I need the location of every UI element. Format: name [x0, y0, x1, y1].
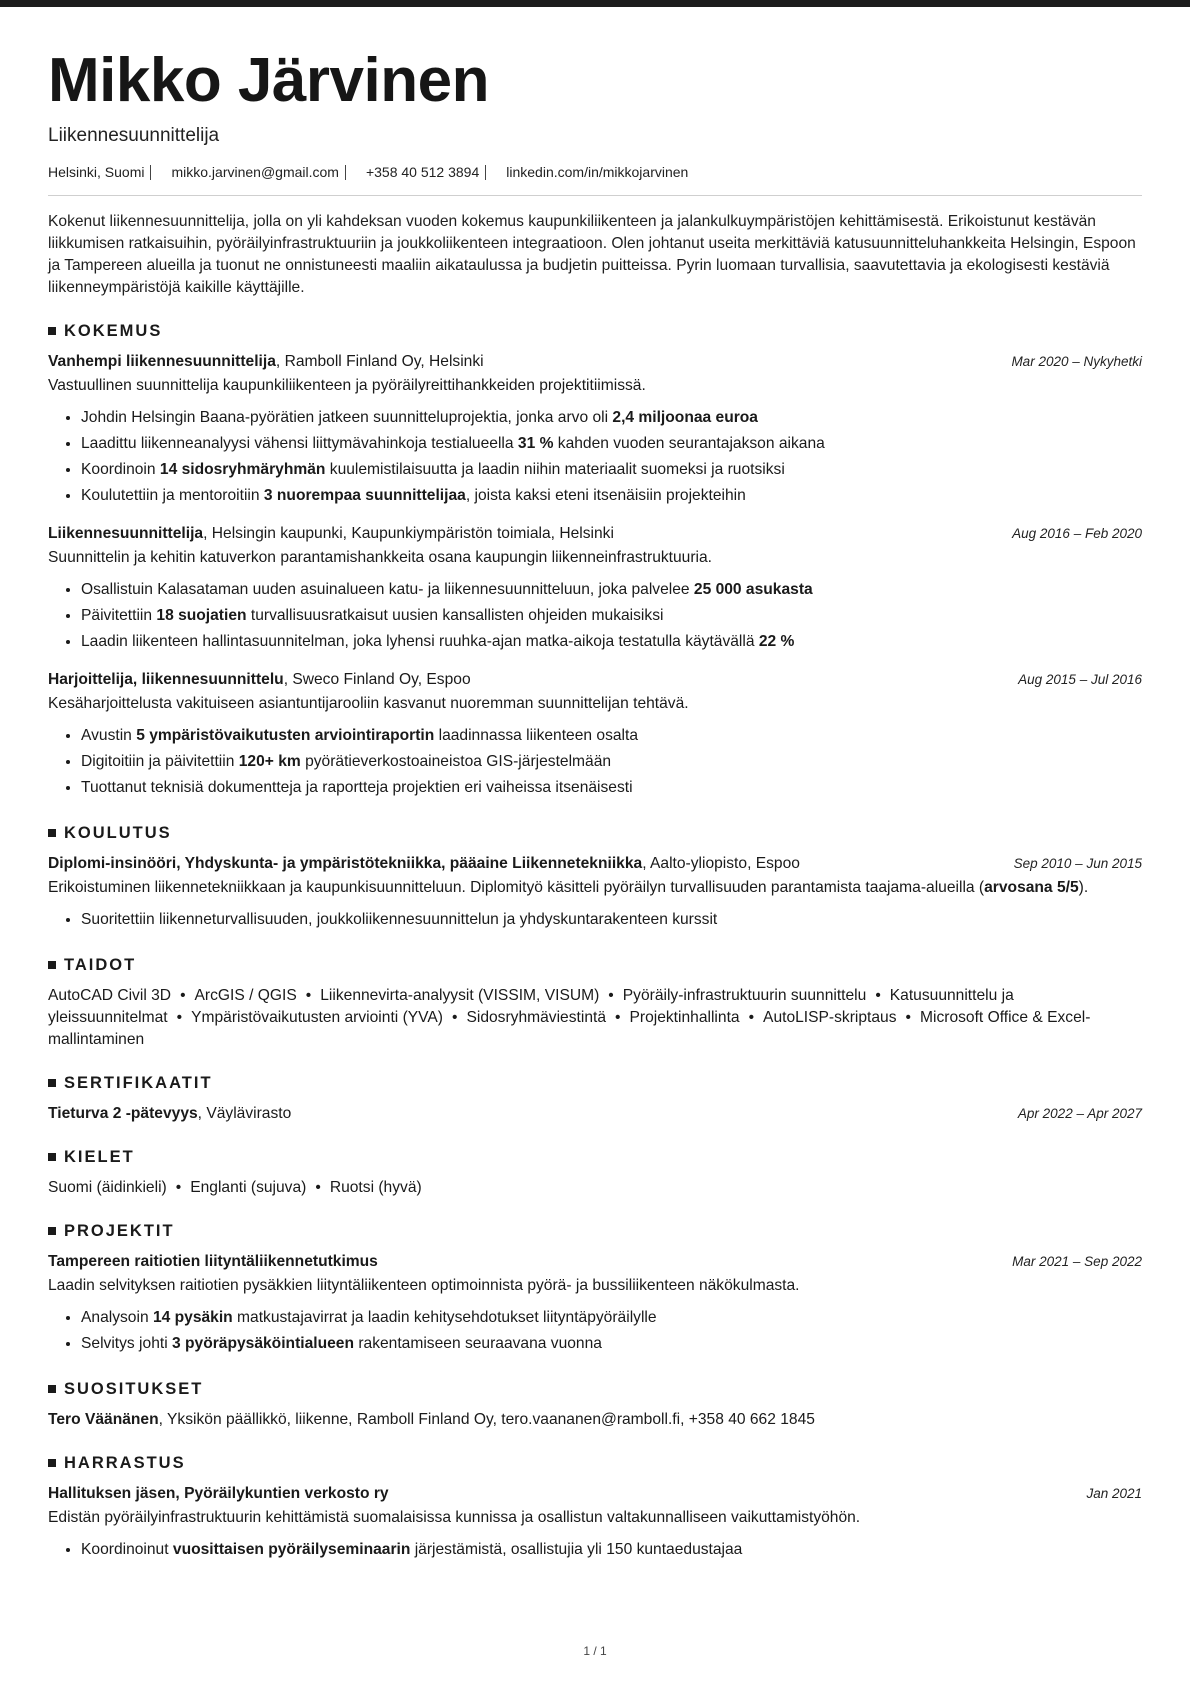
entry-date: Jan 2021: [1086, 1486, 1142, 1501]
experience-entry: [48, 351, 1142, 509]
entry-role: Vanhempi liikennesuunnittelija: [48, 353, 276, 370]
square-bullet-icon: [48, 961, 56, 969]
skill-item: AutoLISP-skriptaus: [763, 1009, 897, 1026]
entry-header: [48, 351, 1142, 373]
project-entry: [48, 1251, 1142, 1357]
entry-description: Erikoistuminen liikennetekniikkaan ja kaupunkisuunnitteluun. Diplomityö käsitteli pyöräilyn turvallisuuden parantamista taajama-alueilla (arvosana 5/5).: [48, 879, 1089, 896]
section-skills: [48, 955, 1142, 1051]
square-bullet-icon: [48, 829, 56, 837]
skills-list: AutoCAD Civil 3D • ArcGIS / QGIS • Liikennevirta-analyysit (VISSIM, VISUM) • Pyöräily-infrastruktuurin suunnittelu • Katusuunnittelu ja yleissuunnitelmat • Ympäristövaikutusten arviointi (YVA) • Sidosryhmäviestintä • Projektinhallinta • AutoLISP-skriptaus • Microsoft Office & Excel-mallintaminen: [48, 987, 1091, 1048]
list-item: • Tuottanut teknisiä dokumentteja ja raportteja projektien eri vaiheissa itsenäisesti: [81, 775, 1142, 801]
section-heading: [48, 1453, 1142, 1473]
entry-org: , Sweco Finland Oy, Espoo: [283, 671, 471, 688]
entry-description: Laadin selvityksen raitiotien pysäkkien liityntäliikenteen optimoinnista pyörä- ja bussiliikenteen näkökulmasta.: [48, 1277, 800, 1294]
entry-header: [48, 1483, 1142, 1505]
square-bullet-icon: [48, 1459, 56, 1467]
section-heading-label: KIELET: [64, 1148, 135, 1166]
entry-description: Suunnittelin ja kehitin katuverkon parantamishankkeita osana kaupungin liikenneinfrastruktuuria.: [48, 549, 713, 566]
section-heading: [48, 1221, 1142, 1241]
entry-date: Mar 2021 – Sep 2022: [1012, 1254, 1142, 1269]
list-item: • Analysoin 14 pysäkin matkustajavirrat ja laadin kehitysehdotukset liityntäpyöräilylle: [81, 1305, 1142, 1331]
entry-role: Liikennesuunnittelija: [48, 525, 204, 542]
section-heading: [48, 955, 1142, 975]
entry-bullets: [48, 1537, 1142, 1563]
section-heading: [48, 321, 1142, 341]
square-bullet-icon: [48, 1079, 56, 1087]
section-education: [48, 823, 1142, 933]
contact-email[interactable]: mikko.jarvinen@gmail.com: [171, 164, 339, 180]
contact-separator: [345, 165, 346, 180]
skill-item: Projektinhallinta: [629, 1009, 740, 1026]
contact-line: [48, 163, 1142, 181]
square-bullet-icon: [48, 1227, 56, 1235]
entry-bullets: [48, 723, 1142, 801]
skill-item: Katusuunnittelu ja yleissuunnitelmat: [48, 987, 1014, 1026]
list-item: • Selvitys johti 3 pyöräpysäköintialueen rakentamiseen seuraavana vuonna: [81, 1331, 1142, 1357]
certificate-entry: [48, 1103, 1142, 1125]
entry-date: Mar 2020 – Nykyhetki: [1011, 354, 1142, 369]
top-border-bar: [0, 0, 1190, 7]
entry-description: Edistän pyöräilyinfrastruktuurin kehittämistä suomalaisissa kunnissa ja osallistun valtakunnalliseen vaikuttamistyöhön.: [48, 1509, 861, 1526]
section-heading-label: HARRASTUS: [64, 1454, 186, 1472]
square-bullet-icon: [48, 1153, 56, 1161]
list-item: • Koordinoin 14 sidosryhmäryhmän kuulemistilaisuutta ja laadin niihin materiaalit suomeksi ja ruotsiksi: [81, 457, 1142, 483]
section-references: [48, 1379, 1142, 1431]
hobby-entry: [48, 1483, 1142, 1563]
section-heading: [48, 1147, 1142, 1167]
square-bullet-icon: [48, 327, 56, 335]
language-item: Englanti (sujuva): [190, 1179, 307, 1196]
skill-item: AutoCAD Civil 3D: [48, 987, 172, 1004]
entry-date: Aug 2016 – Feb 2020: [1012, 526, 1142, 541]
certificate-name: Tieturva 2 -pätevyys: [48, 1105, 198, 1122]
entry-description: Vastuullinen suunnittelija kaupunkiliikenteen ja pyöräilyreittihankkeiden projektitiimissä.: [48, 377, 646, 394]
page-number: 1 / 1: [583, 1644, 607, 1658]
section-languages: [48, 1147, 1142, 1199]
section-projects: [48, 1221, 1142, 1357]
list-item: • Päivitettiin 18 suojatien turvallisuusratkaisut uusien kansallisten ohjeiden mukaisiksi: [81, 603, 1142, 629]
contact-separator: [485, 165, 486, 180]
entry-header: [48, 1251, 1142, 1273]
list-item: • Osallistuin Kalasataman uuden asuinalueen katu- ja liikennesuunnitteluun, joka palvelee 25 000 asukasta: [81, 577, 1142, 603]
reference-entry: [48, 1409, 1142, 1431]
list-item: • Laadittu liikenneanalyysi vähensi liittymävahinkoja testialueella 31 % kahden vuoden seurantajakson aikana: [81, 431, 1142, 457]
entry-description: Kesäharjoittelusta vakituiseen asiantuntijarooliin kasvanut nuoremman suunnittelijan tehtävä.: [48, 695, 689, 712]
list-item: • Avustin 5 ympäristövaikutusten arviointiraportin laadinnassa liikenteen osalta: [81, 723, 1142, 749]
entry-org: , Ramboll Finland Oy, Helsinki: [275, 353, 484, 370]
entry-role: Harjoittelija, liikennesuunnittelu: [48, 671, 284, 688]
section-heading-label: KOKEMUS: [64, 322, 163, 340]
entry-date: Sep 2010 – Jun 2015: [1013, 856, 1142, 871]
certificate-issuer: , Väylävirasto: [197, 1105, 292, 1122]
contact-location: Helsinki, Suomi: [48, 164, 145, 180]
section-heading: [48, 1379, 1142, 1399]
skill-item: Sidosryhmäviestintä: [466, 1009, 607, 1026]
hobby-name: Hallituksen jäsen, Pyöräilykuntien verkosto ry: [48, 1485, 389, 1502]
skill-item: Microsoft Office & Excel-mallintaminen: [48, 1009, 1091, 1048]
section-heading-label: KOULUTUS: [64, 824, 172, 842]
contact-separator: [150, 165, 151, 180]
list-item: • Koordinoinut vuosittaisen pyöräilyseminaarin järjestämistä, osallistujia yli 150 kuntaedustajaa: [81, 1537, 1142, 1563]
entry-bullets: [48, 1305, 1142, 1357]
contact-phone[interactable]: +358 40 512 3894: [365, 164, 480, 180]
list-item: • Johdin Helsingin Baana-pyörätien jatkeen suunnitteluprojektia, jonka arvo oli 2,4 miljoonaa euroa: [81, 405, 1142, 431]
skill-item: Ympäristövaikutusten arviointi (YVA): [191, 1009, 443, 1026]
education-entry: [48, 853, 1142, 933]
resume-page: [48, 40, 1142, 1563]
entry-header: [48, 669, 1142, 691]
section-certificates: [48, 1073, 1142, 1125]
section-heading: [48, 823, 1142, 843]
skill-item: Liikennevirta-analyysit (VISSIM, VISUM): [320, 987, 600, 1004]
list-item: • Koulutettiin ja mentoroitiin 3 nuorempaa suunnittelijaa, joista kaksi eteni itsenäisiin projekteihin: [81, 483, 1142, 509]
entry-date: Aug 2015 – Jul 2016: [1018, 672, 1142, 687]
entry-bullets: [48, 405, 1142, 509]
entry-org: , Helsingin kaupunki, Kaupunkiympäristön toimiala, Helsinki: [203, 525, 614, 542]
header-divider: [48, 195, 1142, 196]
entry-header: [48, 1103, 1142, 1125]
skill-item: Pyöräily-infrastruktuurin suunnittelu: [622, 987, 867, 1004]
reference-name: Tero Väänänen: [48, 1411, 159, 1428]
section-heading-label: PROJEKTIT: [64, 1222, 175, 1240]
entry-date: Apr 2022 – Apr 2027: [1017, 1106, 1142, 1121]
candidate-title: Liikennesuunnittelija: [48, 125, 220, 146]
languages-list: Suomi (äidinkieli) • Englanti (sujuva) • Ruotsi (hyvä): [48, 1179, 422, 1196]
entry-degree: Diplomi-insinööri, Yhdyskunta- ja ympäristötekniikka, pääaine Liikennetekniikka: [48, 855, 643, 872]
entry-header: [48, 523, 1142, 545]
list-item: • Digitoitiin ja päivitettiin 120+ km pyörätieverkostoaineistoa GIS-järjestelmään: [81, 749, 1142, 775]
section-heading-label: TAIDOT: [64, 956, 137, 974]
reference-details: , Yksikön päällikkö, liikenne, Ramboll Finland Oy, tero.vaananen@ramboll.fi, +358 40 662 1845: [158, 1411, 815, 1428]
experience-entry: [48, 523, 1142, 655]
language-item: Ruotsi (hyvä): [329, 1179, 422, 1196]
list-item: • Laadin liikenteen hallintasuunnitelman, joka lyhensi ruuhka-ajan matka-aikoja testatulla käytävällä 22 %: [81, 629, 1142, 655]
summary-paragraph: Kokenut liikennesuunnittelija, jolla on yli kahdeksan vuoden kokemus kaupunkiliikenteen ja jalankulkuympäristöjen kehittämisestä. Erikoistunut kestävän liikkumisen ratkaisuihin, pyöräilyinfrastruktuuriin ja joukkoliikenteen integraatioon. Olen johtanut useita merkittäviä katusuunnitteluhankkeita Helsingin, Espoon ja Tampereen alueilla ja tuonut ne onnistuneesti maaliin aikataulussa ja budjetin puitteissa. Pyrin luomaan turvallisia, saavutettavia ja ekologisesti kestäviä liikenneympäristöjä kaikille käyttäjille.: [48, 213, 1136, 296]
section-heading: [48, 1073, 1142, 1093]
language-item: Suomi (äidinkieli): [48, 1179, 167, 1196]
section-hobbies: [48, 1453, 1142, 1563]
project-name: Tampereen raitiotien liityntäliikennetutkimus: [48, 1253, 378, 1270]
candidate-name: Mikko Järvinen: [48, 46, 489, 115]
section-heading-label: SUOSITUKSET: [64, 1380, 204, 1398]
entry-bullets: [48, 907, 1142, 933]
entry-bullets: [48, 577, 1142, 655]
section-heading-label: SERTIFIKAATIT: [64, 1074, 213, 1092]
skill-item: ArcGIS / QGIS: [194, 987, 297, 1004]
section-experience: [48, 321, 1142, 801]
entry-org: , Aalto-yliopisto, Espoo: [642, 855, 800, 872]
list-item: • Suoritettiin liikenneturvallisuuden, joukkoliikennesuunnittelun ja yhdyskuntarakenteen kurssit: [81, 907, 1142, 933]
experience-entry: [48, 669, 1142, 801]
contact-linkedin[interactable]: linkedin.com/in/mikkojarvinen: [506, 164, 689, 180]
square-bullet-icon: [48, 1385, 56, 1393]
entry-header: [48, 853, 1142, 875]
